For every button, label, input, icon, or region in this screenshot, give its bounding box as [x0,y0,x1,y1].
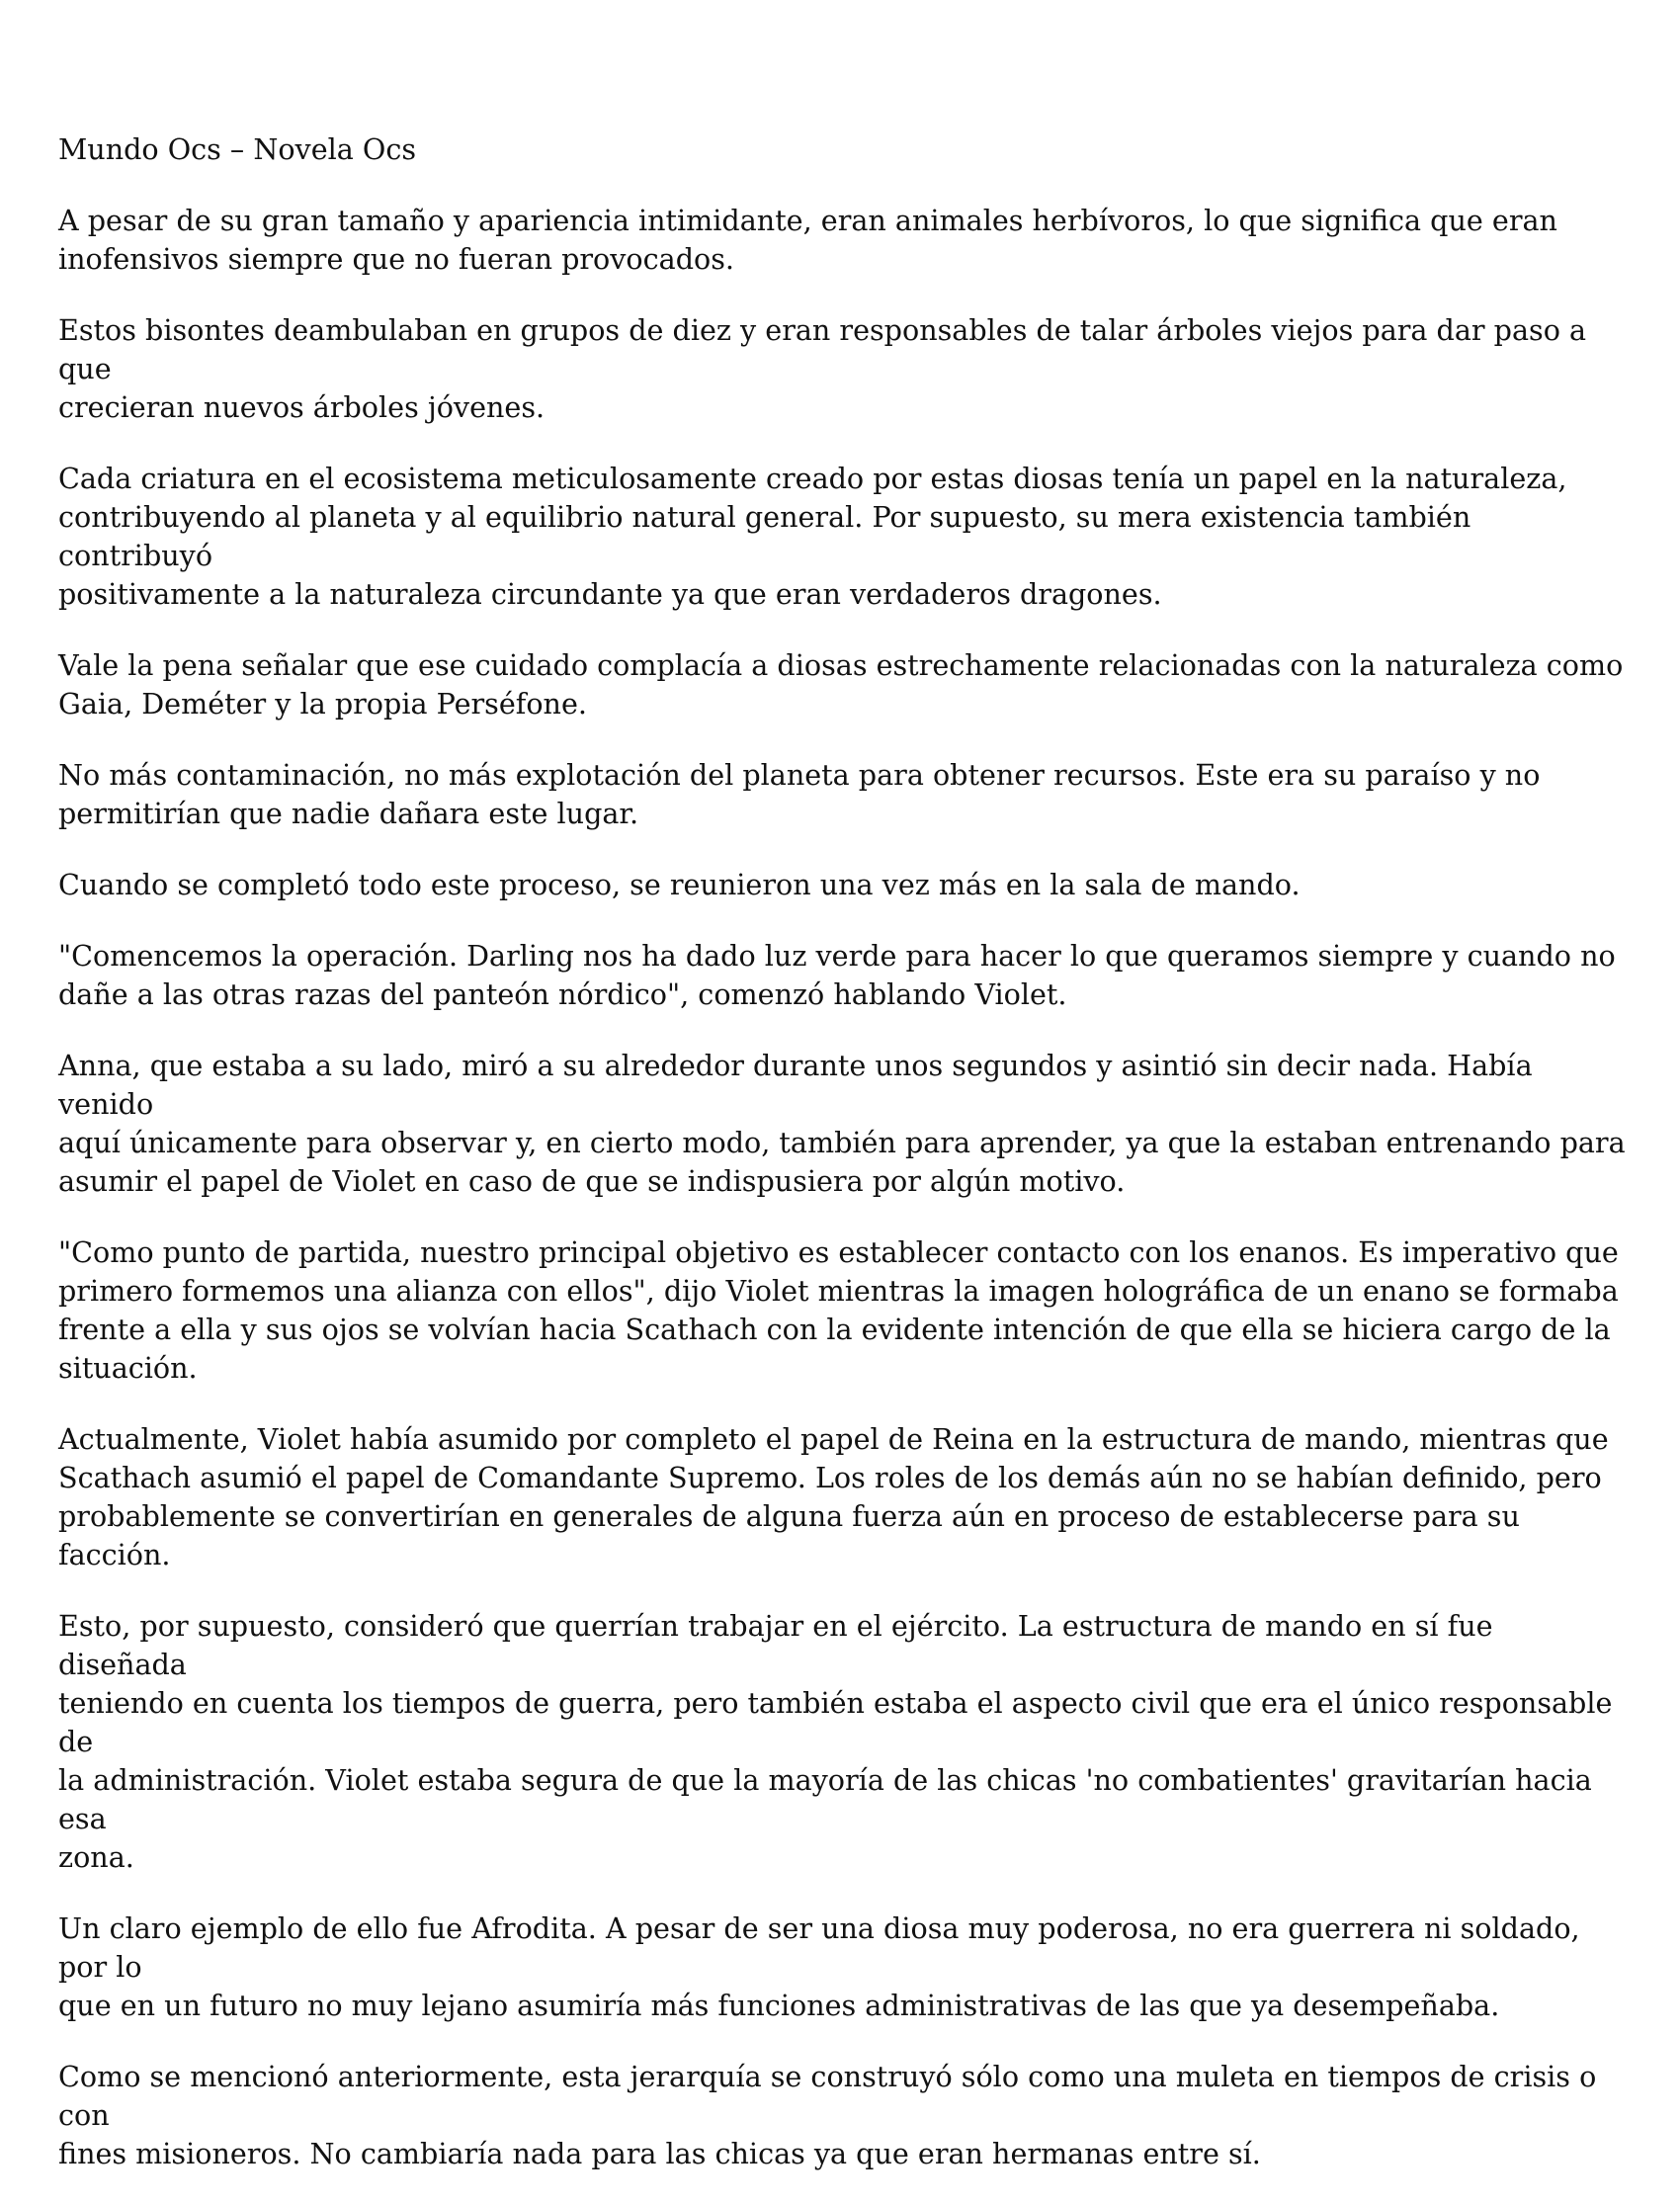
paragraph-1: A pesar de su gran tamaño y apariencia intimidante, eran animales herbívoros, lo que significa que eran inofensivos siempre que no fueran provocados. [58,204,1557,276]
paragraph-11: Esto, por supuesto, consideró que querrían trabajar en el ejército. La estructura de mando en sí fue diseñada teniendo en cuenta los tiempos de guerra, pero también estaba el aspecto civil que era el único responsable de la administración. Violet estaba segura de que la mayoría de las chicas 'no combatientes' gravitarían hacia esa zona. [58,1609,1613,1874]
document-body [58,130,1630,2206]
paragraph-13: Como se mencionó anteriormente, esta jerarquía se construyó sólo como una muleta en tiempos de crisis o con fines misioneros. No cambiaría nada para las chicas ya que eran hermanas entre sí. [58,2060,1597,2170]
paragraph-4: Vale la pena señalar que ese cuidado complacía a diosas estrechamente relacionadas con la naturaleza como Gaia, Deméter y la propia Perséfone. [58,648,1624,721]
document-header: Mundo Ocs – Novela Ocs [58,132,417,166]
paragraph-9: "Como punto de partida, nuestro principal objetivo es establecer contacto con los enanos. Es imperativo que primero formemos una alianza con ellos", dijo Violet mientras la imagen holográfica de un enano se formaba frente a ella y sus ojos se volvían hacia Scathach con la evidente intención de que ella se hiciera cargo de la situación. [58,1235,1619,1385]
paragraph-3: Cada criatura en el ecosistema meticulosamente creado por estas diosas tenía un papel en la naturaleza, contribuyendo al planeta y al equilibrio natural general. Por supuesto, su mera existencia también contribuyó positivamente a la naturaleza circundante ya que eran verdaderos dragones. [58,462,1567,611]
paragraph-10: Actualmente, Violet había asumido por completo el papel de Reina en la estructura de mando, mientras que Scathach asumió el papel de Comandante Supremo. Los roles de los demás aún no se habían definido, pero probablemente se convertirían en generales de alguna fuerza aún en proceso de establecerse para su facción. [58,1422,1609,1571]
paragraph-7: "Comencemos la operación. Darling nos ha dado luz verde para hacer lo que queramos siempre y cuando no dañe a las otras razas del panteón nórdico", comenzó hablando Violet. [58,939,1616,1011]
paragraph-8: Anna, que estaba a su lado, miró a su alrededor durante unos segundos y asintió sin decir nada. Había venido aquí únicamente para observar y, en cierto modo, también para aprender, ya que la estaban entrenando para asumir el papel de Violet en caso de que se indispusiera por algún motivo. [58,1049,1626,1198]
paragraph-2: Estos bisontes deambulaban en grupos de diez y eran responsables de talar árboles viejos para dar paso a que crecieran nuevos árboles jóvenes. [58,313,1587,424]
paragraph-12: Un claro ejemplo de ello fue Afrodita. A pesar de ser una diosa muy poderosa, no era guerrera ni soldado, por lo que en un futuro no muy lejano asumiría más funciones administrativas de las que ya desempeñaba. [58,1911,1580,2022]
paragraph-6: Cuando se completó todo este proceso, se reunieron una vez más en la sala de mando. [58,868,1301,901]
paragraph-5: No más contaminación, no más explotación del planeta para obtener recursos. Este era su paraíso y no permitirían que nadie dañara este lugar. [58,758,1541,830]
